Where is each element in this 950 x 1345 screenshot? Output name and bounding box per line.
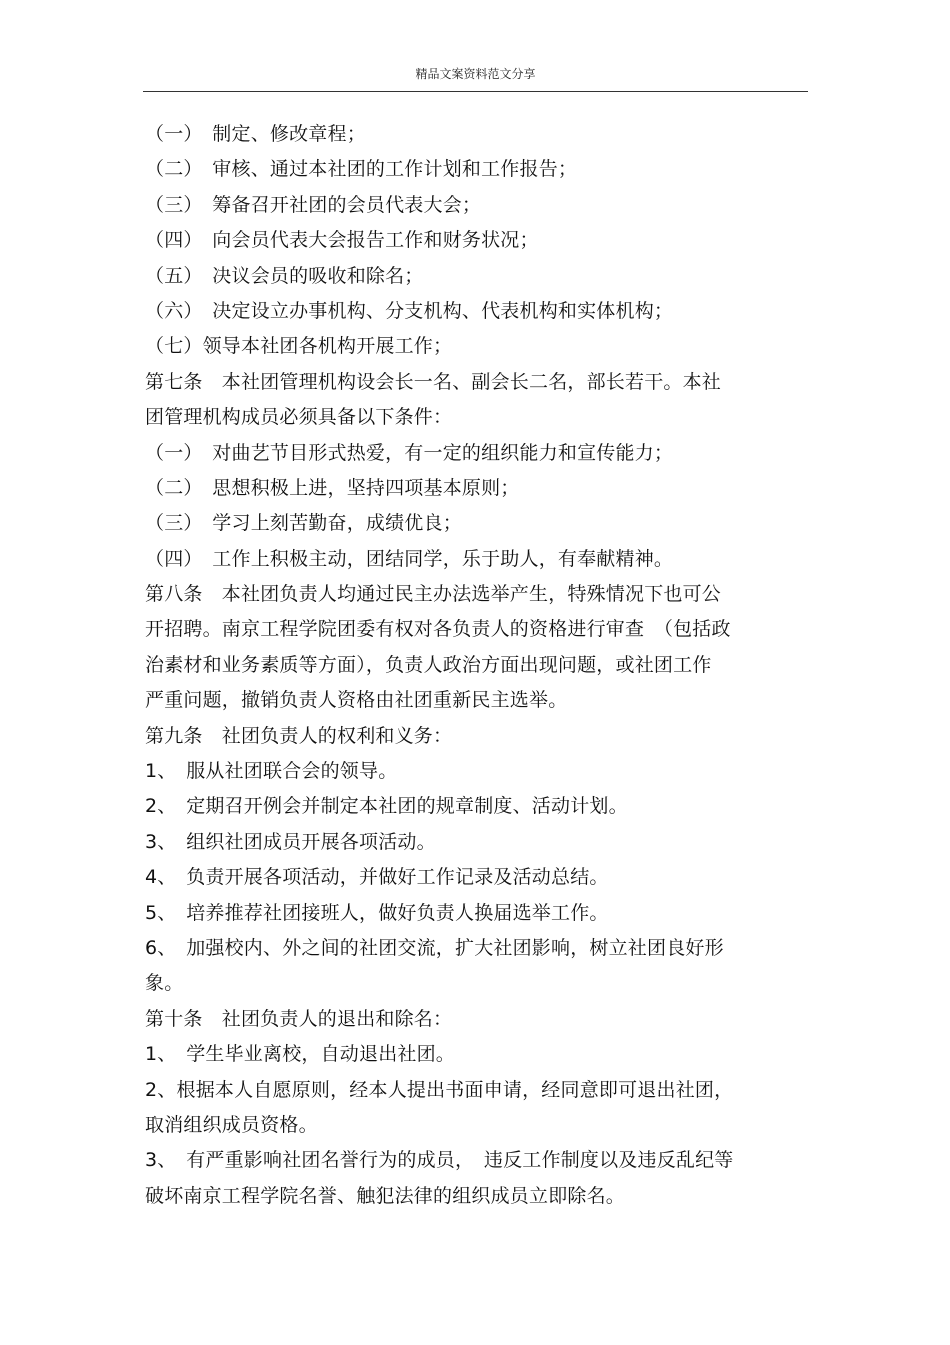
article-9-heading: 第九条 社团负责人的权利和义务：	[145, 724, 453, 747]
text-line: （二） 审核、通过本社团的工作计划和工作报告；	[145, 158, 578, 181]
header-divider	[143, 91, 808, 92]
text-line: 象。	[145, 972, 184, 995]
text-line: （六） 决定设立办事机构、分支机构、代表机构和实体机构；	[145, 299, 674, 322]
text-line: （四） 工作上积极主动，团结同学，乐于助人，有奉献精神。	[145, 547, 674, 570]
text-line: 3、 有严重影响社团名誉行为的成员， 违反工作制度以及违反乱纪等	[145, 1149, 734, 1172]
article-7-heading: 第七条 本社团管理机构设会长一名、副会长二名，部长若干。本社	[145, 370, 722, 393]
text-line: 破坏南京工程学院名誉、触犯法律的组织成员立即除名。	[145, 1184, 626, 1207]
text-line: （五） 决议会员的吸收和除名；	[145, 264, 424, 287]
text-line: （二） 思想积极上进，坚持四项基本原则；	[145, 476, 520, 499]
text-line: （四） 向会员代表大会报告工作和财务状况；	[145, 229, 539, 252]
text-line: 治素材和业务素质等方面），负责人政治方面出现问题，或社团工作	[145, 653, 712, 676]
text-line: 取消组织成员资格。	[145, 1113, 318, 1136]
text-line: （三） 筹备召开社团的会员代表大会；	[145, 193, 482, 216]
page-header: 精品文案资料范文分享	[415, 67, 536, 81]
text-line: 6、 加强校内、外之间的社团交流，扩大社团影响，树立社团良好形	[145, 936, 724, 959]
text-line: 4、 负责开展各项活动，并做好工作记录及活动总结。	[145, 866, 609, 889]
article-8-heading: 第八条 本社团负责人均通过民主办法选举产生，特殊情况下也可公	[145, 583, 722, 606]
text-line: （三） 学习上刻苦勤奋，成绩优良；	[145, 512, 462, 535]
text-line: （一） 制定、修改章程；	[145, 123, 366, 145]
text-line: 1、 学生毕业离校，自动退出社团。	[145, 1043, 455, 1066]
text-line: 1、 服从社团联合会的领导。	[145, 760, 398, 783]
text-line: （一） 对曲艺节目形式热爱，有一定的组织能力和宣传能力；	[145, 441, 674, 464]
text-line: 严重问题，撤销负责人资格由社团重新民主选举。	[145, 689, 568, 712]
text-line: 2、根据本人自愿原则，经本人提出书面申请，经同意即可退出社团，	[145, 1078, 734, 1101]
text-line: 开招聘。南京工程学院团委有权对各负责人的资格进行审查 （包括政	[145, 618, 731, 641]
text-line: 团管理机构成员必须具备以下条件：	[145, 406, 453, 429]
text-line: 3、 组织社团成员开展各项活动。	[145, 830, 436, 853]
text-line: 2、 定期召开例会并制定本社团的规章制度、活动计划。	[145, 795, 628, 818]
article-10-heading: 第十条 社团负责人的退出和除名：	[145, 1007, 453, 1030]
text-line: （七）领导本社团各机构开展工作；	[145, 335, 453, 358]
text-line: 5、 培养推荐社团接班人，做好负责人换届选举工作。	[145, 901, 609, 924]
document-body	[145, 117, 805, 1214]
